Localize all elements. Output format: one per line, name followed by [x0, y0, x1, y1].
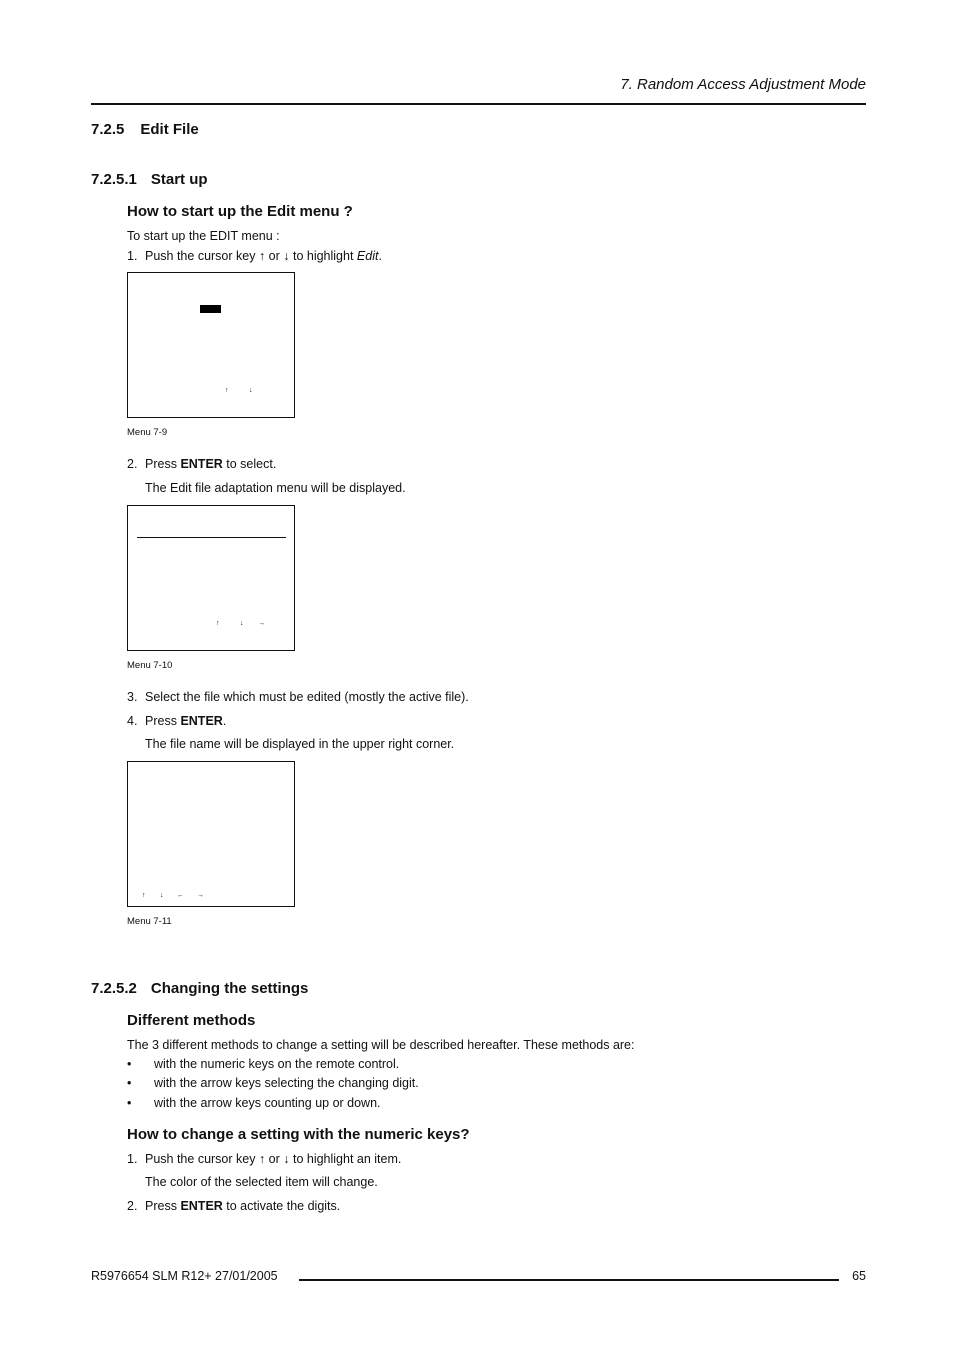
- key-label: ENTER: [180, 714, 223, 728]
- startup-step-1: 1. Push the cursor key ↑ or ↓ to highlight Edit.: [127, 249, 382, 263]
- step-number: 4.: [127, 714, 138, 728]
- subsection-number: 7.2.5.1: [91, 171, 137, 188]
- startup-heading: How to start up the Edit menu ?: [127, 203, 353, 220]
- startup-step-3: 3. Select the file which must be edited (mostly the active file).: [127, 690, 469, 704]
- arrow-up-icon: ↑: [142, 892, 146, 899]
- startup-intro: To start up the EDIT menu :: [127, 229, 280, 243]
- step-number: 2.: [127, 1199, 138, 1213]
- list-item: • with the arrow keys counting up or down.: [127, 1096, 381, 1110]
- subsection-title: Start up: [150, 171, 208, 188]
- bullet: •: [127, 1057, 132, 1071]
- numeric-heading: How to change a setting with the numeric keys?: [127, 1126, 470, 1143]
- chapter-header: 7. Random Access Adjustment Mode: [620, 76, 866, 93]
- menu-title-rule: [137, 537, 286, 538]
- bullet: •: [127, 1076, 132, 1090]
- bullet: •: [127, 1096, 132, 1110]
- section-heading: [91, 121, 199, 138]
- menu-highlight: [200, 305, 221, 313]
- startup-step-4: 4. Press ENTER.: [127, 714, 227, 728]
- menu-7-9-box: [127, 272, 295, 418]
- subsection-heading-changing: [91, 980, 308, 997]
- arrow-left-icon: ←: [177, 892, 184, 899]
- section-title: Edit File: [140, 121, 199, 138]
- numeric-step-1-note: The color of the selected item will change.: [145, 1175, 378, 1189]
- methods-heading: Different methods: [127, 1012, 256, 1029]
- subsection-heading-startup: [91, 171, 208, 188]
- step-number: 1.: [127, 1152, 138, 1166]
- section-number: 7.2.5: [91, 121, 125, 138]
- menu-caption: Menu 7-9: [127, 427, 168, 438]
- key-label: ENTER: [180, 1199, 223, 1213]
- subsection-number: 7.2.5.2: [91, 980, 137, 997]
- step-emphasis: Edit: [356, 249, 379, 263]
- footer-rule: [299, 1279, 839, 1281]
- menu-7-10-box: [127, 505, 295, 651]
- arrow-right-icon: →: [258, 620, 265, 627]
- arrow-up-icon: ↑: [216, 620, 220, 627]
- menu-7-11-box: [127, 761, 295, 907]
- menu-caption: Menu 7-10: [127, 660, 173, 671]
- step-number: 3.: [127, 690, 138, 704]
- startup-step-2: 2. Press ENTER to select.: [127, 457, 277, 471]
- methods-intro: The 3 different methods to change a setting will be described hereafter. These methods are:: [127, 1038, 635, 1052]
- startup-step-4-note: The file name will be displayed in the upper right corner.: [145, 737, 455, 751]
- startup-step-2-note: The Edit file adaptation menu will be displayed.: [145, 481, 406, 495]
- list-item: • with the arrow keys selecting the changing digit.: [127, 1076, 419, 1090]
- header-rule: [91, 103, 866, 105]
- numeric-step-1: 1. Push the cursor key ↑ or ↓ to highlight an item.: [127, 1152, 402, 1166]
- step-number: 1.: [127, 249, 138, 263]
- arrow-down-icon: ↓: [240, 620, 244, 627]
- page-number: 65: [852, 1269, 866, 1283]
- footer-doc-info: R5976654 SLM R12+ 27/01/2005: [91, 1269, 278, 1283]
- subsection-title: Changing the settings: [150, 980, 309, 997]
- step-text: Push the cursor key ↑ or ↓ to highlight: [145, 249, 357, 263]
- list-item: • with the numeric keys on the remote control.: [127, 1057, 400, 1071]
- numeric-step-2: 2. Press ENTER to activate the digits.: [127, 1199, 341, 1213]
- arrow-up-icon: ↑: [225, 387, 229, 394]
- arrow-right-icon: →: [197, 892, 204, 899]
- key-label: ENTER: [180, 457, 223, 471]
- arrow-down-icon: ↓: [160, 892, 164, 899]
- arrow-down-icon: ↓: [249, 387, 253, 394]
- step-number: 2.: [127, 457, 138, 471]
- menu-caption: Menu 7-11: [127, 916, 172, 927]
